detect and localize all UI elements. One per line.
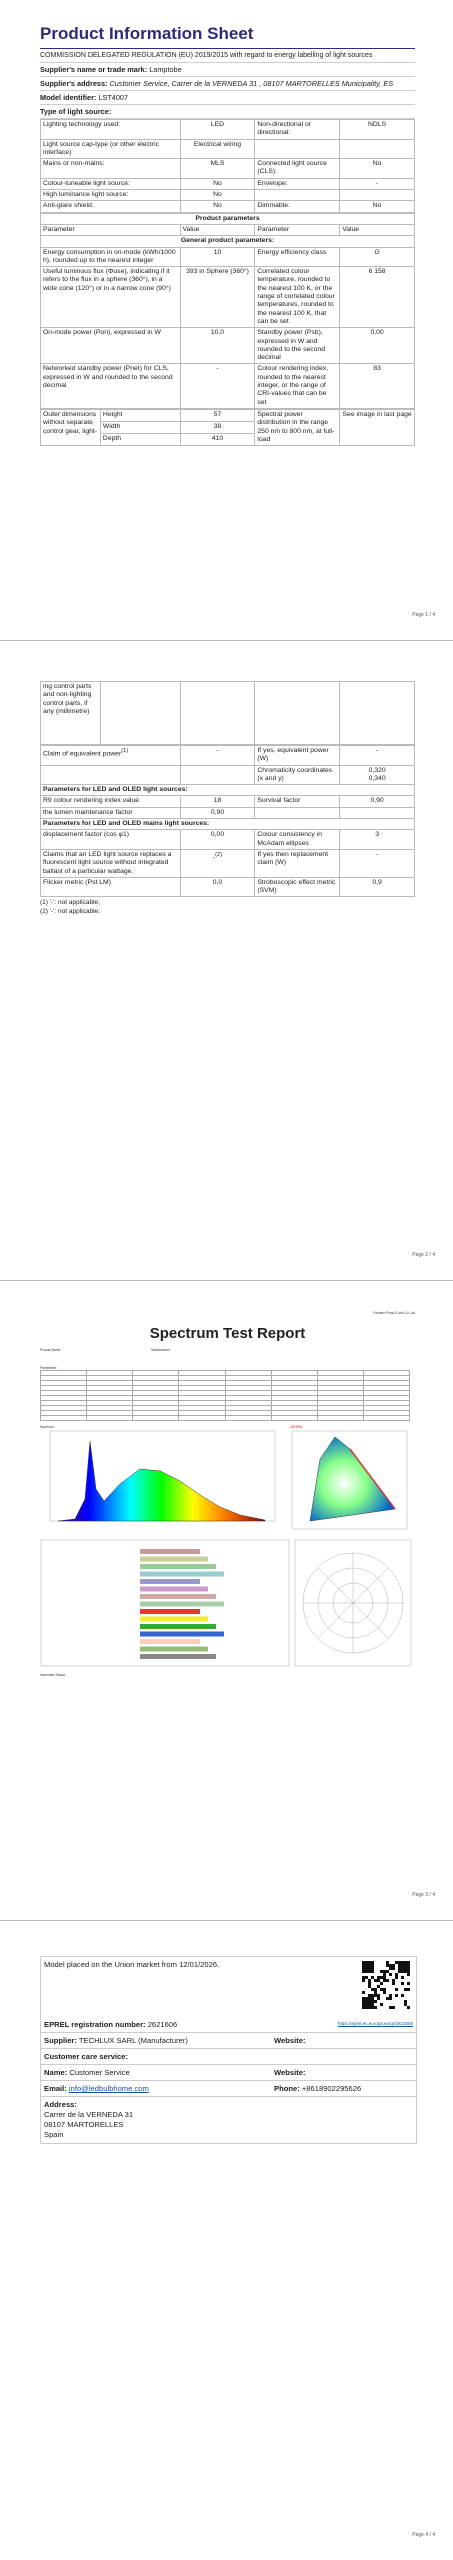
page-number: Page 3 / 4 bbox=[412, 1892, 435, 1898]
cri-bar bbox=[140, 1609, 200, 1614]
cct-label: Correlated colour temperature, rounded to the nearest 100 K, or the range of correlated colour temperatures, rounded to the nearest 100 K, that can be set bbox=[255, 267, 340, 328]
type-cell: Electrical wiring bbox=[180, 139, 255, 159]
lumen-maintenance-label: the lumen maintenance factor bbox=[41, 807, 181, 818]
type-cell bbox=[340, 190, 415, 201]
cri-bar bbox=[140, 1624, 216, 1629]
website-label-2: Website: bbox=[274, 2068, 306, 2077]
dimensions-continued: ing control parts and non-lighting control parts, if any (millimetre) bbox=[41, 682, 101, 745]
type-cell: No bbox=[180, 178, 255, 189]
standby-power-value: 0,00 bbox=[340, 328, 415, 364]
lab-name: Everfine Photo-E-Info Co.,Ltd bbox=[373, 1311, 415, 1315]
customer-care-heading: Customer care service: bbox=[41, 2049, 416, 2065]
page-number: Page 4 / 4 bbox=[412, 2532, 435, 2538]
replacement-claims-label: Claims that an LED light source replaces a fluorescent light source without integrated ballast of a particular wattage. bbox=[41, 849, 181, 877]
displacement-factor-label: displacement factor (cos φ1) bbox=[41, 830, 181, 850]
eprel-number: 2621606 bbox=[147, 2020, 178, 2029]
type-cell bbox=[340, 139, 415, 159]
cri-bar bbox=[140, 1654, 216, 1659]
flicker-label: Flicker metric (Pst LM) bbox=[41, 877, 181, 897]
cri-bar bbox=[140, 1579, 200, 1584]
placed-on-market: Model placed on the Union market from 12/01/2026. bbox=[44, 1960, 220, 1969]
replacement-claim-label: If yes then replacement claim (W) bbox=[255, 849, 340, 877]
spectrum-chart bbox=[40, 1429, 280, 1533]
address-label: Address: bbox=[44, 2100, 77, 2109]
report-title: Spectrum Test Report bbox=[149, 1325, 306, 1342]
continued-table bbox=[40, 681, 415, 745]
flicker-value: 0,0 bbox=[180, 877, 255, 897]
r9-value: 18 bbox=[180, 796, 255, 807]
replacement-claims-value: -$^{(2)}$ bbox=[180, 849, 255, 877]
cri-value: 83 bbox=[340, 364, 415, 408]
cri-bar bbox=[140, 1572, 224, 1577]
contact-row bbox=[41, 2081, 416, 2097]
on-mode-power-label: On-mode power (Pon), expressed in W bbox=[41, 328, 181, 364]
spd-value: See image in last page bbox=[340, 409, 415, 445]
cri-bar bbox=[140, 1602, 224, 1607]
footnote-1: (1) '-': not applicable; bbox=[40, 899, 100, 907]
page-1 bbox=[0, 0, 453, 640]
page-4 bbox=[0, 1921, 453, 2560]
product-parameters-heading: Product parameters bbox=[41, 213, 415, 224]
type-cell: Envelope: bbox=[255, 178, 340, 189]
col-parameter: Parameter bbox=[41, 224, 181, 235]
product-information-sheet-continued bbox=[40, 681, 415, 915]
chromaticity-label: Chromaticity coordinates (x and y) bbox=[255, 765, 340, 785]
email-link[interactable]: info@ledbulbhome.com bbox=[68, 2084, 149, 2093]
dimensions-table bbox=[40, 409, 415, 446]
cie-diagram bbox=[290, 1429, 410, 1533]
standby-power-label: Standby power (Psb), expressed in W and rounded to the second decimal bbox=[255, 328, 340, 364]
dimensions-label: Outer dimensions without separate control gear, light- bbox=[41, 409, 101, 445]
energy-class-value: G bbox=[340, 247, 415, 267]
product-name-row bbox=[40, 1348, 415, 1352]
type-cell: High luminance light source: bbox=[41, 190, 181, 201]
survival-factor-label: Survival factor bbox=[255, 796, 340, 807]
equivalent-power-claim-value: - bbox=[180, 746, 255, 766]
on-mode-power-value: 10,0 bbox=[180, 328, 255, 364]
height-value: 57 bbox=[180, 409, 255, 421]
eprel-row bbox=[41, 2017, 416, 2033]
eprel-block bbox=[40, 1956, 417, 2144]
light-source-type-table bbox=[40, 119, 415, 213]
depth-value: 410 bbox=[180, 434, 255, 446]
cri-bar bbox=[140, 1557, 208, 1562]
spectrum-label: Spectrum bbox=[40, 1425, 54, 1429]
type-line: Type of light source: bbox=[40, 105, 415, 119]
depth-label: Depth bbox=[100, 434, 180, 446]
col-value: Value bbox=[180, 224, 255, 235]
type-cell bbox=[255, 139, 340, 159]
cri-bar bbox=[140, 1594, 216, 1599]
cri-row bbox=[40, 1539, 415, 1669]
second-parameters-table bbox=[40, 745, 415, 897]
height-label: Height bbox=[100, 409, 180, 421]
phone-value: +8618902295626 bbox=[301, 2084, 362, 2093]
cri-bar bbox=[140, 1639, 200, 1644]
type-cell: No bbox=[340, 201, 415, 212]
width-label: Width bbox=[100, 421, 180, 433]
type-cell: No bbox=[340, 159, 415, 179]
cri-bar-chart bbox=[40, 1539, 290, 1667]
cri-label: Colour rendering index, rounded to the nearest integer, or the range of CRI-values that can be set bbox=[255, 364, 340, 408]
qr-code-icon[interactable] bbox=[362, 1961, 410, 2009]
cri-bar bbox=[140, 1647, 208, 1652]
luminous-flux-value: 393 in Sphere (360°) bbox=[180, 267, 255, 328]
cri-bar bbox=[140, 1549, 200, 1554]
footnote-2: (2) '-': not applicable; bbox=[40, 908, 100, 916]
networked-standby-value: - bbox=[180, 364, 255, 408]
parameters-label: Parameters bbox=[40, 1366, 57, 1370]
type-cell: Connected light source (CLS): bbox=[255, 159, 340, 179]
type-cell: No bbox=[180, 190, 255, 201]
product-name-label: Product Name bbox=[40, 1348, 61, 1352]
email-label: Email: bbox=[44, 2084, 67, 2093]
supplier-label: Supplier: bbox=[44, 2036, 77, 2045]
address-line: Supplier's address: Customer Service, Carrer de la VERNEDA 31 , 08107 MARTORELLES Municipality, ES bbox=[40, 77, 415, 91]
type-cell: - bbox=[340, 178, 415, 189]
cie-label: CIE1931 bbox=[290, 1425, 303, 1429]
page-number: Page 1 / 4 bbox=[412, 612, 435, 618]
instrument-status: Instrument Status: bbox=[40, 1673, 66, 1677]
type-cell bbox=[255, 190, 340, 201]
lumen-maintenance-value: 0,90 bbox=[180, 807, 255, 818]
product-information-sheet bbox=[40, 24, 415, 446]
polar-chart bbox=[294, 1539, 412, 1667]
energy-class-label: Energy efficiency class bbox=[255, 247, 340, 267]
chromaticity-value: 0,320 0,340 bbox=[340, 765, 415, 785]
charts-row bbox=[40, 1425, 415, 1535]
parameters-table bbox=[40, 1370, 410, 1421]
type-row bbox=[41, 201, 415, 212]
address-line-2: 08107 MARTORELLES bbox=[44, 2120, 124, 2129]
mains-parameters-heading: Parameters for LED and OLED mains light sources: bbox=[41, 819, 415, 830]
svm-label: Stroboscopic effect metric (SVM) bbox=[255, 877, 340, 897]
width-value: 38 bbox=[180, 421, 255, 433]
phone-label: Phone: bbox=[274, 2084, 300, 2093]
model-line: Model identifier: LST4007 bbox=[40, 91, 415, 105]
product-parameters-table bbox=[40, 213, 415, 409]
eprel-link[interactable]: https://eprel.ec.europa.eu/qr/2621606 bbox=[337, 2021, 413, 2026]
spectrum-report bbox=[40, 1311, 415, 1677]
type-cell: Dimmable: bbox=[255, 201, 340, 212]
name-label: Name: bbox=[44, 2068, 68, 2077]
type-cell: Lighting technology used: bbox=[41, 120, 181, 140]
address-line-3: Spain bbox=[44, 2130, 64, 2139]
type-cell: Light source cap-type (or other electric interface) bbox=[41, 139, 181, 159]
mcadam-value: 3 bbox=[340, 830, 415, 850]
displacement-factor-value: 0,00 bbox=[180, 830, 255, 850]
type-cell: MLS bbox=[180, 159, 255, 179]
type-row bbox=[41, 120, 415, 140]
equivalent-power-claim-label: Claim of equivalent power$^{(1)}$ bbox=[41, 746, 181, 766]
placed-row bbox=[41, 1957, 416, 2017]
regulation-text: COMMISSION DELEGATED REGULATION (EU) 2019/2015 with regard to energy labelling of light sources bbox=[40, 48, 415, 63]
type-row bbox=[41, 178, 415, 189]
svm-value: 0,9 bbox=[340, 877, 415, 897]
type-cell: Colour-tuneable light source: bbox=[41, 178, 181, 189]
equivalent-power-label: If yes, equivalent power (W) bbox=[255, 746, 340, 766]
website-label: Website: bbox=[274, 2036, 306, 2045]
networked-standby-label: Networked standby power (Pnet) for CLS, expressed in W and rounded to the second decimal bbox=[41, 364, 181, 408]
type-cell: Non-directional or directional: bbox=[255, 120, 340, 140]
name-row bbox=[41, 2065, 416, 2081]
luminous-flux-label: Useful luminous flux (Φuse), indicating if it refers to the flux in a sphere (360°), in a wide cone (120°) or in a narrow cone (90°) bbox=[41, 267, 181, 328]
type-cell: NDLS bbox=[340, 120, 415, 140]
spd-label: Spectral power distribution in the range 250 nm to 800 nm, at full-load bbox=[255, 409, 340, 445]
type-cell: No bbox=[180, 201, 255, 212]
energy-consumption-value: 10 bbox=[180, 247, 255, 267]
type-row bbox=[41, 159, 415, 179]
led-parameters-heading: Parameters for LED and OLED light sources: bbox=[41, 785, 415, 796]
page-3 bbox=[0, 1281, 453, 1920]
supplier-row bbox=[41, 2033, 416, 2049]
replacement-claim-value: - bbox=[340, 849, 415, 877]
cri-bar bbox=[140, 1617, 208, 1622]
equivalent-power-value: - bbox=[340, 746, 415, 766]
energy-consumption-label: Energy consumption in on-mode (kWh/1000 h), rounded up to the nearest integer bbox=[41, 247, 181, 267]
supplier-value: TECHLUX SARL (Manufacturer) bbox=[78, 2036, 188, 2045]
page-2 bbox=[0, 641, 453, 1280]
name-value: Customer Service bbox=[69, 2068, 130, 2077]
col-parameter-2: Parameter bbox=[255, 224, 340, 235]
col-value-2: Value bbox=[340, 224, 415, 235]
type-cell: Anti-glare shield: bbox=[41, 201, 181, 212]
address-line-1: Carrer de la VERNEDA 31 bbox=[44, 2110, 134, 2119]
address-block bbox=[41, 2097, 416, 2143]
survival-factor-value: 0,90 bbox=[340, 796, 415, 807]
mcadam-label: Colour consistency in McAdam ellipses bbox=[255, 830, 340, 850]
page-number: Page 2 / 4 bbox=[412, 1252, 435, 1258]
type-cell: Mains or non-mains: bbox=[41, 159, 181, 179]
cri-bar bbox=[140, 1587, 208, 1592]
supplier-line: Supplier's name or trade mark: Lamptobe bbox=[40, 63, 415, 77]
cct-value: 6 158 bbox=[340, 267, 415, 328]
general-parameters-heading: General product parameters: bbox=[41, 236, 415, 247]
type-row bbox=[41, 190, 415, 201]
manufacturer-label: Manufacturer bbox=[151, 1348, 171, 1352]
cri-bar bbox=[140, 1632, 224, 1637]
type-row bbox=[41, 139, 415, 159]
type-cell: LED bbox=[180, 120, 255, 140]
cri-bar bbox=[140, 1564, 216, 1569]
eprel-label: EPREL registration number: bbox=[44, 2020, 146, 2029]
page-title: Product Information Sheet bbox=[40, 24, 254, 43]
r9-label: R9 colour rendering index value bbox=[41, 796, 181, 807]
